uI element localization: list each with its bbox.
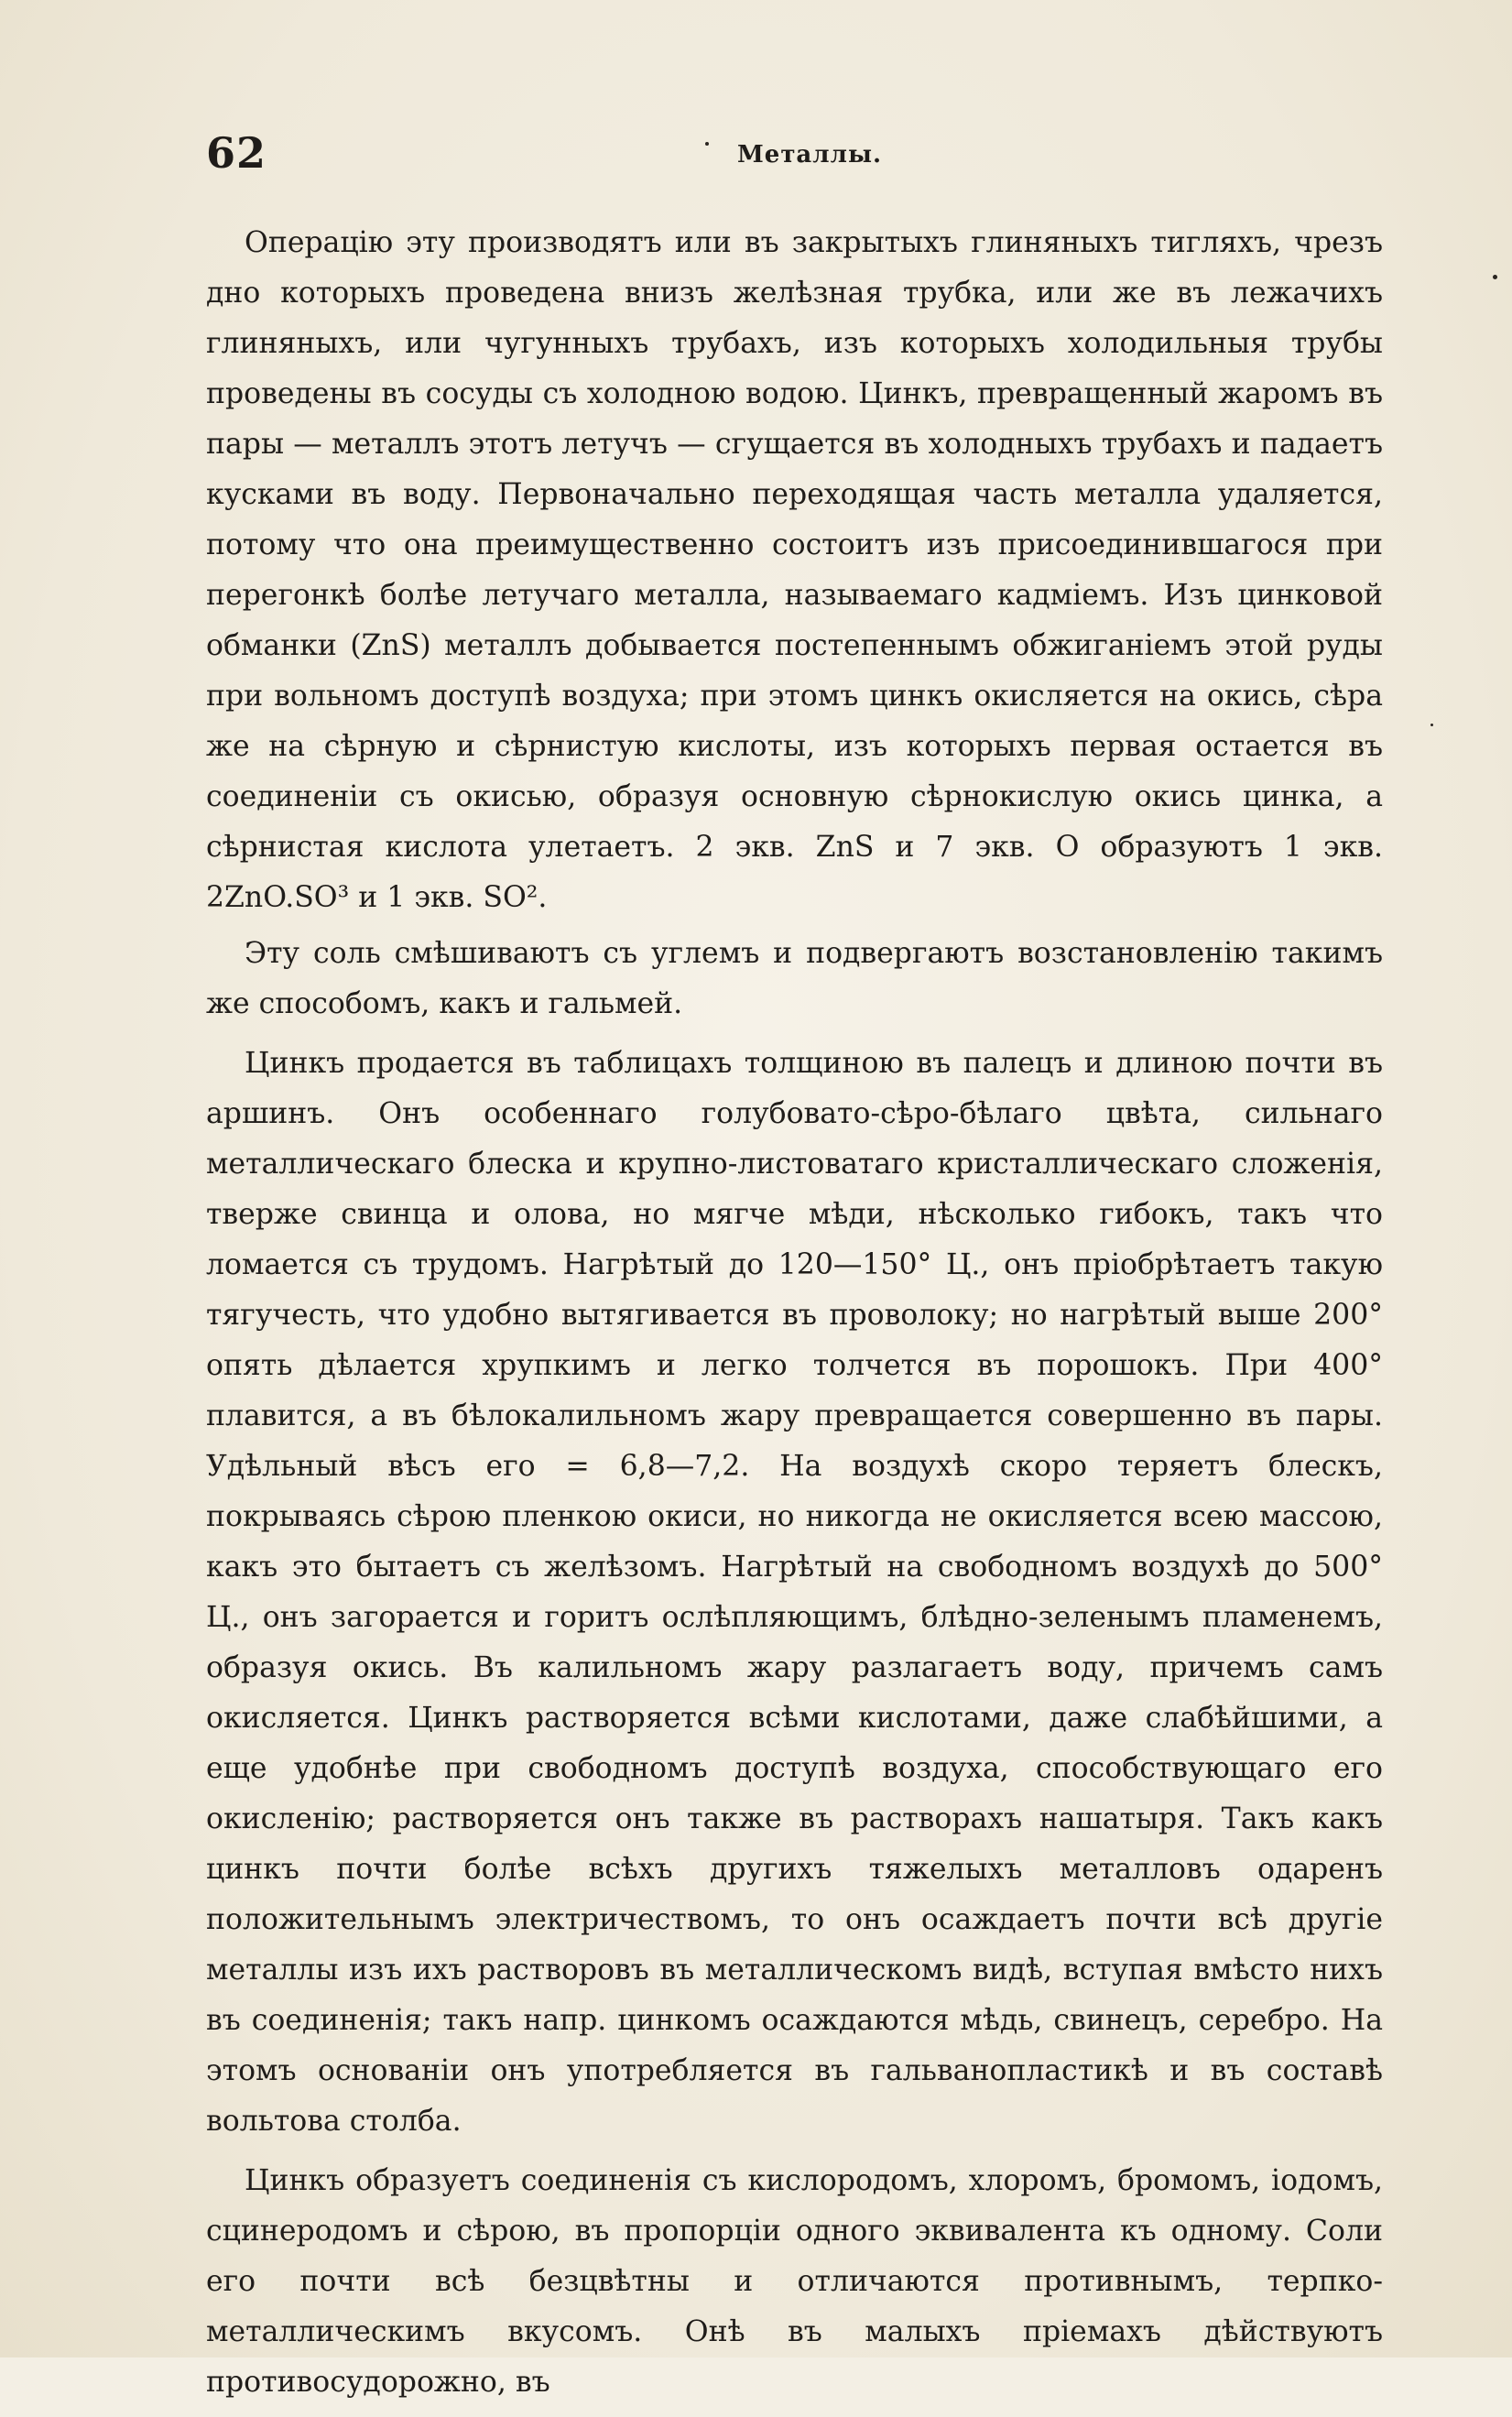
- print-speck: [1430, 724, 1433, 726]
- paragraph-zinc-properties: Цинкъ продается въ таблицахъ толщиною въ палецъ и длиною почти въ аршинъ. Онъ особеннаго голубовато-сѣро-бѣлаго цвѣта, сильнаго металлическаго блеска и крупно-листоватаго кристаллическаго сложенія, тверже свинца и олова, но мягче мѣди, нѣсколько гибокъ, такъ что ломается съ трудомъ. Нагрѣтый до 120—150° Ц., онъ пріобрѣтаетъ такую тягучесть, что удобно вытягивается въ проволоку; но нагрѣтый выше 200° опять дѣлается хрупкимъ и легко толчется въ порошокъ. При 400° плавится, а въ бѣлокалильномъ жару превращается совершенно въ пары. Удѣльный вѣсъ его = 6,8—7,2. На воздухѣ скоро теряетъ блескъ, покрываясь сѣрою пленкою окиси, но никогда не окисляется всею массою, какъ это бытаетъ съ желѣзомъ. Нагрѣтый на свободномъ воздухѣ до 500° Ц., онъ загорается и горитъ ослѣпляющимъ, блѣдно-зеленымъ пламенемъ, образуя окись. Въ калильномъ жару разлагаетъ воду, причемъ самъ окисляется. Цинкъ растворяется всѣми кислотами, даже слабѣйшими, а еще удобнѣе при свободномъ доступѣ воздуха, способствующаго его окисленію; растворяется онъ также въ растворахъ нашатыря. Такъ какъ цинкъ почти болѣе всѣхъ другихъ тяжелыхъ металловъ одаренъ положительнымъ электричествомъ, то онъ осаждаетъ почти всѣ другіе металлы изъ ихъ растворовъ въ металлическомъ видѣ, вступая вмѣсто нихъ въ соединенія; такъ напр. цинкомъ осаждаются мѣдь, свинецъ, серебро. На этомъ основаніи онъ употребляется въ гальванопластикѣ и въ составѣ вольтова столба.: [206, 1047, 1383, 2138]
- print-speck: [1493, 275, 1497, 279]
- paragraph-zinc-extraction: Операцію эту производятъ или въ закрытыхъ глиняныхъ тигляхъ, чрезъ дно которыхъ проведена внизъ желѣзная трубка, или же въ лежачихъ глиняныхъ, или чугунныхъ трубахъ, изъ которыхъ холодильныя трубы проведены въ сосуды съ холодною водою. Цинкъ, превращенный жаромъ въ пары — металлъ этотъ летучъ — сгущается въ холодныхъ трубахъ и падаетъ кусками въ воду. Первоначально переходящая часть металла удаляется, потому что она преимущественно состоитъ изъ присоединившагося при перегонкѣ болѣе летучаго металла, называемаго кадміемъ. Изъ цинковой обманки (ZnS) металлъ добывается постепеннымъ обжиганіемъ этой руды при вольномъ доступѣ воздуха; при этомъ цинкъ окисляется на окись, сѣра же на сѣрную и сѣрнистую кислоты, изъ которыхъ первая остается въ соединеніи съ окисью, образуя основную сѣрнокислую окись цинка, а сѣрнистая кислота улетаетъ. 2 экв. ZnS и 7 экв. O образуютъ 1 экв. 2ZnO.SO³ и 1 экв. SO².: [206, 226, 1383, 914]
- running-head: Металлы.: [737, 141, 883, 169]
- page-number: 62: [206, 128, 267, 178]
- page-body: [206, 218, 1383, 2417]
- paragraph-reduction: Эту соль смѣшиваютъ съ углемъ и подвергаютъ возстановленію такимъ же способомъ, какъ и гальмей.: [206, 937, 1383, 1020]
- paragraph-zinc-compounds: Цинкъ образуетъ соединенія съ кислородомъ, хлоромъ, бромомъ, іодомъ, сцинеродомъ и сѣрою, въ пропорціи одного эквивалента къ одному. Соли его почти всѣ безцвѣтны и отличаются противнымъ, терпко-металлическимъ вкусомъ. Онѣ въ малыхъ пріемахъ дѣйствуютъ противосудорожно, въ: [206, 2164, 1383, 2399]
- print-speck: [705, 142, 709, 146]
- page-header: [206, 128, 1397, 183]
